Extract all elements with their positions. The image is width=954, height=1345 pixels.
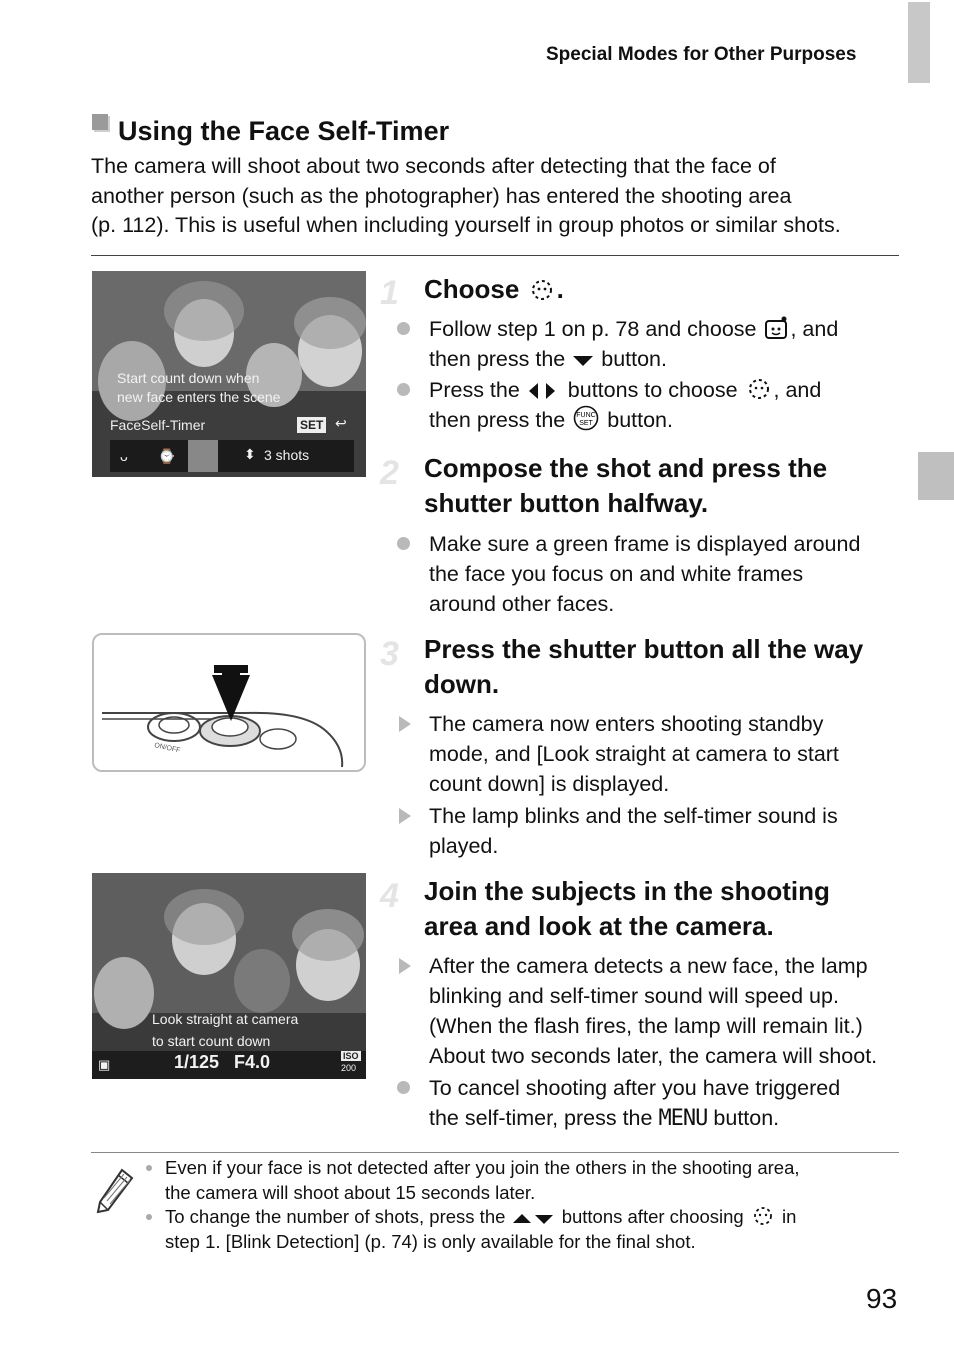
- svg-text:SET: SET: [579, 420, 594, 427]
- step-title: Press the shutter button all the way down.: [424, 634, 864, 699]
- svg-text:FUNC: FUNC: [576, 412, 596, 419]
- section-divider: [91, 255, 899, 256]
- step1-item2: Press the buttons to choose , and then press the FUNC SET button.: [397, 375, 821, 435]
- menu-button-label: MENU: [658, 1106, 708, 1131]
- face-self-timer-icon: [527, 276, 557, 302]
- step2-item1: Make sure a green frame is displayed around the face you focus on and white frames around other faces.: [397, 529, 860, 619]
- return-icon: ↩: [335, 415, 347, 431]
- mode-selector-bar: ᴗ ⌚ ⬍ 3 shots: [110, 440, 354, 472]
- screen-face-self-timer: Start count down when new face enters the scene FaceSelf-Timer SET ↩ ᴗ ⌚ ⬍ 3 shots: [92, 271, 366, 477]
- left-right-arrows-icon: [526, 381, 562, 401]
- step4-item2: To cancel shooting after you have triggered the self-timer, press the MENU button.: [397, 1073, 840, 1134]
- up-down-arrows-icon: [511, 1211, 557, 1227]
- on-off-label: ON/OFF: [153, 742, 181, 755]
- wink-timer-icon: ⌚: [158, 448, 176, 464]
- thumb-tab: [908, 2, 930, 83]
- up-down-icon: ⬍: [244, 446, 256, 462]
- face-self-timer-icon: [749, 1205, 777, 1227]
- face-self-timer-icon: [744, 377, 774, 401]
- step-number: 3: [380, 635, 399, 673]
- down-arrow-icon: [571, 352, 595, 370]
- exposure-bar: ▣ 1/125 F4.0 ISO 200: [92, 1051, 366, 1079]
- section-marker-icon: [92, 114, 108, 130]
- shutter-press-diagram: [94, 635, 364, 770]
- step1-item1: Follow step 1 on p. 78 and choose , and then press the button.: [397, 314, 838, 374]
- step-number: 4: [380, 877, 399, 915]
- step-title: Choose .: [424, 274, 564, 304]
- smile-mode-icon: ᴗ: [120, 448, 128, 464]
- note-divider: [91, 1152, 899, 1153]
- running-header: Special Modes for Other Purposes: [546, 44, 857, 65]
- step3-item1: The camera now enters shooting standby mode, and [Look straight at camera to start count down] is displayed.: [397, 709, 839, 799]
- step3-item2: The lamp blinks and the self-timer sound is played.: [397, 801, 838, 861]
- screen-look-at-camera: Look straight at camera to start count down ▣ 1/125 F4.0 ISO 200: [92, 873, 366, 1079]
- step-number: 2: [380, 454, 399, 492]
- intro-paragraph: The camera will shoot about two seconds after detecting that the face of another person (such as the photographer) has entered the shooting area (p. 112). This is useful when including yourself in group photos or similar shots.: [91, 154, 841, 237]
- note-item-1: Even if your face is not detected after you join the others in the shooting area, the camera will shoot about 15 seconds later.: [146, 1156, 800, 1205]
- camera-top-illustration: [92, 633, 366, 772]
- set-badge: SET: [297, 417, 326, 433]
- pencil-note-icon: [96, 1166, 136, 1214]
- step-title: Join the subjects in the shooting area and look at the camera.: [424, 876, 830, 941]
- step4-item1: After the camera detects a new face, the lamp blinking and self-timer sound will speed up. (When the flash fires, the lamp will remain lit.) About two seconds later, the camera will shoot.: [397, 951, 877, 1071]
- step-number: 1: [380, 274, 399, 312]
- camera-mode-icon: ▣: [98, 1057, 111, 1072]
- step-title: Compose the shot and press the shutter button halfway.: [424, 453, 828, 518]
- chapter-tab: [918, 452, 954, 500]
- scene-mode-icon: [762, 316, 790, 340]
- section-title: Using the Face Self-Timer: [118, 116, 450, 146]
- page-number: 93: [866, 1283, 898, 1314]
- face-timer-selected-icon: [188, 440, 218, 472]
- note-item-2: To change the number of shots, press the buttons after choosing in step 1. [Blink Detection] (p. 74) is only available for the final shot.: [146, 1205, 796, 1254]
- func-set-button-icon: [571, 405, 601, 431]
